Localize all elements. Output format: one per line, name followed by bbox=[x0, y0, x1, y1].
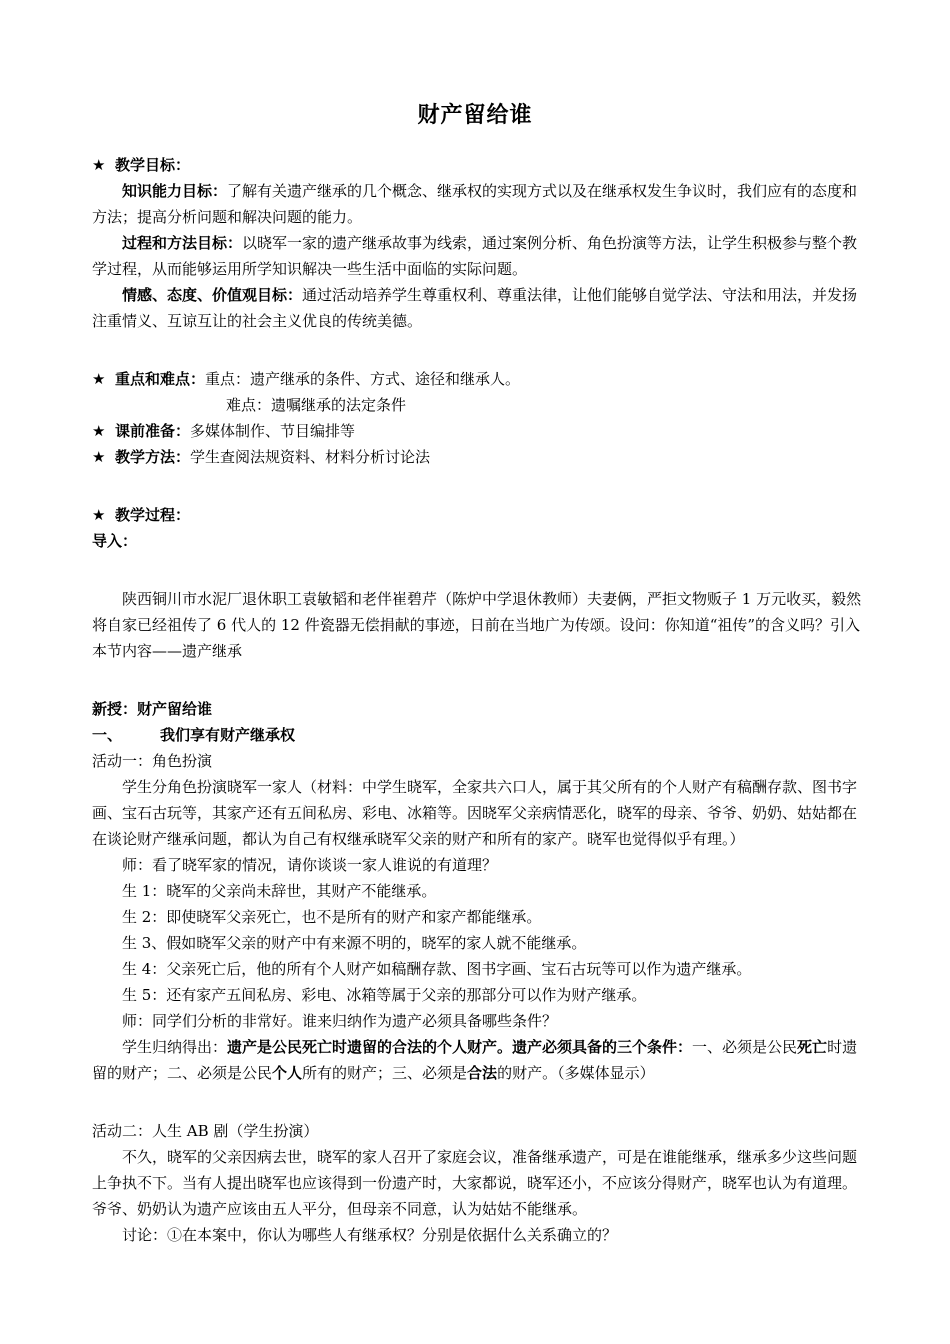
dialogue-line: 师：看了晓军家的情况，请你谈谈一家人谁说的有道理？ bbox=[122, 856, 498, 874]
star-icon: ★ bbox=[92, 422, 106, 440]
activity1-summary: 学生归纳得出：遗产是公民死亡时遗留的合法的个人财产。遗产必须具备的三个条件：一、必须是公民死亡时遗留的财产；二、必须是公民个人所有的财产；三、必须是合法的财产。（多媒体显示） bbox=[92, 1038, 858, 1082]
activity2-text: 不久，晓军的父亲因病去世，晓军的家人召开了家庭会议，准备继承遗产，可是在谁能继承，继承多少这些问题上争执不下。当有人提出晓军也应该得到一份遗产时，大家都说，晓军还小，不应该分得财产，晓军也认为有道理。爷爷、奶奶认为遗产应该由五人平分，但母亲不同意，认为姑姑不能继承。 bbox=[92, 1148, 858, 1218]
intro-heading: 导入： bbox=[92, 532, 138, 550]
dialogue-line: 生 2：即使晓军父亲死亡，也不是所有的财产和家产都能继承。 bbox=[122, 908, 542, 926]
difficulty-line: 难点：遗嘱继承的法定条件 bbox=[226, 396, 407, 414]
section-heading: 一、 我们享有财产继承权 bbox=[92, 726, 296, 744]
dialogue-line: 生 3、假如晓军父亲的财产中有来源不明的，晓军的家人就不能继承。 bbox=[122, 934, 587, 952]
emotion-goal: 情感、态度、价值观目标：通过活动培养学生尊重权利、尊重法律，让他们能够自觉学法、守法和用法，并发扬注重情义、互谅互让的社会主义优良的传统美德。 bbox=[92, 286, 858, 330]
dialogue-line: 生 4：父亲死亡后，他的所有个人财产如稿酬存款、图书字画、宝石古玩等可以作为遗产继承。 bbox=[122, 960, 752, 978]
dialogue-line: 生 1：晓军的父亲尚未辞世，其财产不能继承。 bbox=[122, 882, 437, 900]
goals-heading: ★ 教学目标： bbox=[92, 156, 191, 174]
star-icon: ★ bbox=[92, 506, 106, 524]
activity1-heading: 活动一：角色扮演 bbox=[92, 752, 213, 770]
process-heading: ★ 教学过程： bbox=[92, 506, 191, 524]
activity2-discussion: 讨论：①在本案中，你认为哪些人有继承权？分别是依据什么关系确立的？ bbox=[122, 1226, 618, 1244]
dialogue-line: 师：同学们分析的非常好。谁来归纳作为遗产必须具备哪些条件？ bbox=[122, 1012, 558, 1030]
knowledge-goal: 知识能力目标：了解有关遗产继承的几个概念、继承权的实现方式以及在继承权发生争议时，我们应有的态度和方法；提高分析问题和解决问题的能力。 bbox=[92, 182, 858, 226]
page-title: 财产留给谁 bbox=[417, 103, 533, 128]
focus-line: ★ 重点和难点：重点：遗产继承的条件、方式、途径和继承人。 bbox=[92, 370, 521, 388]
star-icon: ★ bbox=[92, 448, 106, 466]
activity2-heading: 活动二：人生 AB 剧（学生扮演） bbox=[92, 1122, 319, 1140]
document-body bbox=[92, 152, 862, 1248]
method-line: ★ 教学方法：学生查阅法规资料、材料分析讨论法 bbox=[92, 448, 431, 466]
star-icon: ★ bbox=[92, 156, 106, 174]
star-icon: ★ bbox=[92, 370, 106, 388]
intro-text: 陕西铜川市水泥厂退休职工袁敏韬和老伴崔碧芹（陈炉中学退休教师）夫妻俩，严拒文物贩子 1 万元收买，毅然将自家已经祖传了 6 代人的 12 件瓷器无偿捐献的事迹，日前在当地广为传颂。设问：你知道“祖传”的含义吗？引入本节内容——遗产继承 bbox=[92, 590, 862, 660]
dialogue-line: 生 5：还有家产五间私房、彩电、冰箱等属于父亲的那部分可以作为财产继承。 bbox=[122, 986, 647, 1004]
prep-line: ★ 课前准备：多媒体制作、节目编排等 bbox=[92, 422, 356, 440]
new-lesson-heading: 新授：财产留给谁 bbox=[92, 700, 213, 718]
activity1-intro: 学生分角色扮演晓军一家人（材料：中学生晓军，全家共六口人，属于其父所有的个人财产有稿酬存款、图书字画、宝石古玩等，其家产还有五间私房、彩电、冰箱等。因晓军父亲病情恶化，晓军的母亲、爷爷、奶奶、姑姑都在在谈论财产继承问题，都认为自己有权继承晓军父亲的财产和所有的家产。晓军也觉得似乎有理。） bbox=[92, 778, 858, 848]
process-goal: 过程和方法目标：以晓军一家的遗产继承故事为线索，通过案例分析、角色扮演等方法，让学生积极参与整个教学过程，从而能够运用所学知识解决一些生活中面临的实际问题。 bbox=[92, 234, 858, 278]
